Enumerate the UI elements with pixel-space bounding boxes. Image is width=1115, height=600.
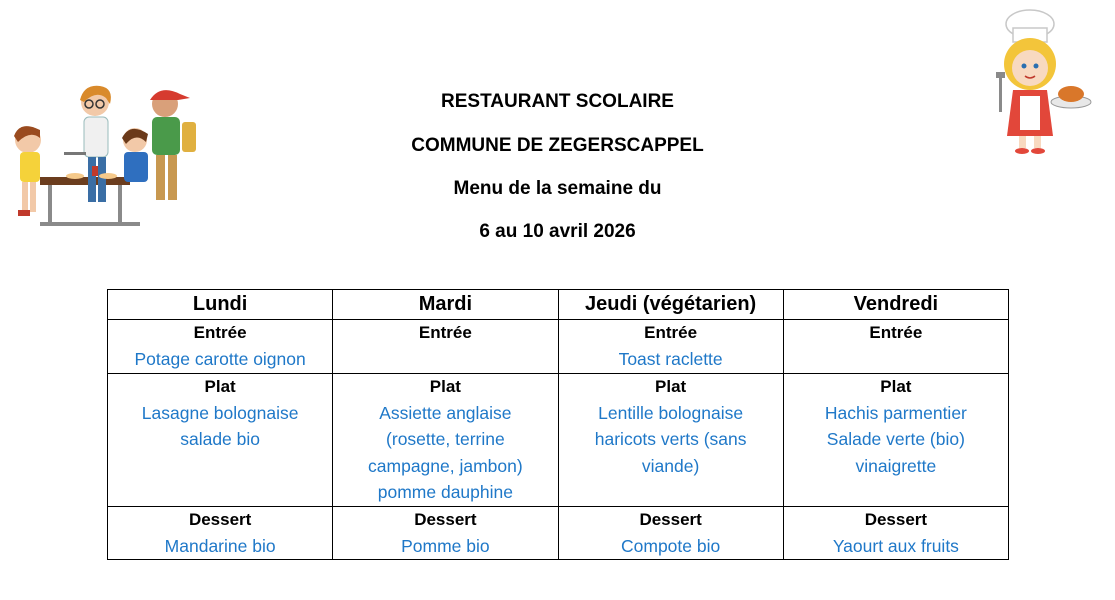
dessert-row xyxy=(108,506,1009,560)
plat-cell-friday xyxy=(783,373,1008,506)
entree-row xyxy=(108,320,1009,374)
course-label: Dessert xyxy=(864,509,928,529)
dessert-cell-monday xyxy=(108,506,333,560)
day-header-monday: Lundi xyxy=(108,290,333,320)
entree-cell-friday xyxy=(783,320,1008,374)
restaurant-title: RESTAURANT SCOLAIRE xyxy=(441,91,674,112)
day-header-thursday: Jeudi (végétarien) xyxy=(558,290,783,320)
plat-cell-tuesday xyxy=(333,373,558,506)
course-label: Plat xyxy=(655,376,687,396)
dish-text: Toast raclette xyxy=(618,349,723,369)
course-label: Dessert xyxy=(188,509,252,529)
week-label: Menu de la semaine du xyxy=(453,178,662,199)
dish-text: Compote bio xyxy=(621,535,721,556)
days-header-row xyxy=(108,290,1009,320)
dish-text: Pomme bio xyxy=(401,535,490,556)
dish-text: Hachis parmentier Salade verte (bio) vinaigrette xyxy=(824,402,967,476)
course-label: Entrée xyxy=(644,323,698,342)
course-label: Entrée xyxy=(869,323,923,342)
week-dates: 6 au 10 avril 2026 xyxy=(479,221,636,242)
course-label: Plat xyxy=(880,376,912,396)
dish-text: Mandarine bio xyxy=(164,535,276,556)
plat-cell-thursday xyxy=(558,373,783,506)
entree-cell-tuesday xyxy=(333,320,558,374)
course-label: Dessert xyxy=(414,509,477,529)
day-header-tuesday: Mardi xyxy=(333,290,558,320)
dessert-cell-thursday xyxy=(558,506,783,560)
course-label: Entrée xyxy=(193,323,247,342)
entree-cell-monday xyxy=(108,320,333,374)
dish-text: Yaourt aux fruits xyxy=(832,535,959,556)
plat-row xyxy=(108,373,1009,506)
dish-text: Lasagne bolognaise salade bio xyxy=(141,402,299,449)
dessert-cell-friday xyxy=(783,506,1008,560)
weekly-menu-table xyxy=(107,289,1009,560)
commune-name: COMMUNE DE ZEGERSCAPPEL xyxy=(411,135,704,156)
course-label: Plat xyxy=(204,376,236,396)
course-label: Dessert xyxy=(639,509,702,529)
day-header-friday: Vendredi xyxy=(783,290,1008,320)
chef-girl-illustration xyxy=(985,6,1095,156)
course-label: Plat xyxy=(429,376,461,396)
plat-cell-monday xyxy=(108,373,333,506)
dish-text: Potage carotte oignon xyxy=(134,349,306,369)
dessert-cell-tuesday xyxy=(333,506,558,560)
dish-text: Lentille bolognaise haricots verts (sans viande) xyxy=(594,402,747,476)
course-label: Entrée xyxy=(418,323,472,342)
entree-cell-thursday xyxy=(558,320,783,374)
dish-text: Assiette anglaise (rosette, terrine campagne, jambon) pomme dauphine xyxy=(368,402,523,502)
